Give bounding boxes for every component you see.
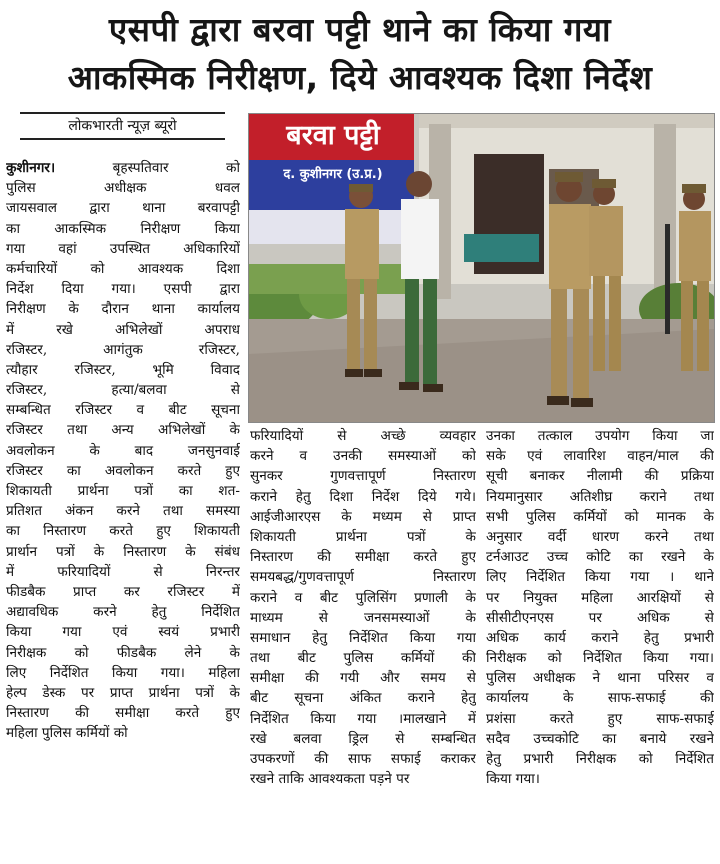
article-line: पुलिस अधीक्षक ने थाना परिसर व	[486, 670, 714, 687]
article-line: सभी पुलिस कर्मियों को मानक के	[486, 508, 714, 525]
photo-illustration	[249, 114, 714, 422]
article-line: किया गया।	[486, 771, 540, 788]
article-line: प्रार्थान पत्रों के निस्तारण के संबंध	[6, 543, 240, 560]
article-line: सम्बन्धित रजिस्टर व बीट सूचना	[6, 402, 240, 419]
article-line: कर्मचारियों को आवश्यक दिशा	[6, 260, 240, 277]
article-line: कराने हेतु दिशा निर्देश दिये गये।	[250, 488, 476, 505]
headline-line-1: एसपी द्वारा बरवा पट्टी थाने का किया गया	[108, 10, 612, 49]
article-line: सुनकर गुणवत्तापूर्ण निस्तारण	[250, 468, 476, 485]
article-line: रजिस्टर का अवलोकन करते हुए	[6, 462, 240, 479]
article-line: हेल्प डेस्क पर प्राप्त प्रार्थना पत्रों के	[6, 684, 240, 701]
headline-line-2: आकस्मिक निरीक्षण, दिये आवश्यक दिशा निर्देश	[67, 58, 653, 97]
article-line: फरियादियों से अच्छे व्यवहार	[250, 428, 476, 444]
article-line: आईजीआरएस के मध्यम से प्राप्त	[250, 508, 476, 525]
article-line: लिए निर्देशित किया गया। महिला	[6, 664, 240, 681]
article-column-3	[486, 426, 714, 789]
article-column-1	[6, 158, 240, 743]
article-line: पुलिस अधीक्षक धवल	[6, 180, 240, 197]
article-line: निरीक्षक को निर्देशित किया गया।	[486, 650, 714, 667]
article-line: प्रशंसा करते हुए साफ-सफाई	[486, 710, 714, 727]
article-line: उपकरणों की साफ सफाई कराकर	[250, 751, 476, 767]
article-line: निस्तारण की समीक्षा करते हुए	[250, 549, 476, 566]
article-line: समयबद्ध/गुणवत्तापूर्ण निस्तारण	[250, 569, 476, 586]
article-line: अनुसार वर्दी धारण करने तथा	[486, 528, 714, 545]
article-line: त्यौहार रजिस्टर, भूमि विवाद	[6, 361, 240, 378]
article-line: नियमानुसार अतिशीघ्र कराने तथा	[486, 488, 714, 505]
article-line: कुशीनगर। बृहस्पतिवार को	[6, 160, 240, 176]
article-line: सके एवं लावारिश वाहन/माल की	[486, 448, 714, 465]
article-line: कार्यालय के साफ-सफाई की	[486, 690, 714, 707]
article-line: शिकायती प्रार्थना पत्रों का शत-	[6, 483, 240, 499]
headline	[0, 6, 720, 102]
article-line: निरीक्षक को फीडबैक लेने के	[6, 644, 240, 661]
article-line: का निस्तारण करते हुए शिकायती	[6, 523, 240, 540]
article-line: का आकस्मिक निरीक्षण किया	[6, 220, 240, 237]
article-line: करने व उनकी समस्याओं को	[250, 448, 476, 465]
news-photo	[248, 113, 715, 423]
article-line: किया गया एवं स्वयं प्रभारी	[6, 624, 240, 641]
article-line: समाधान हेतु निर्देशित किया गया	[250, 629, 476, 646]
article-line: रखने ताकि आवश्यकता पड़ने पर	[250, 771, 410, 788]
article-line: में फरियादियों से निरन्तर	[6, 563, 240, 580]
article-line: हेतु प्रभारी निरीक्षक को निर्देशित	[486, 751, 714, 767]
article-line: माध्यम से जनसमस्याओं के	[250, 609, 476, 626]
article-line: निर्देशित किया गया ।मालखाने में	[250, 710, 476, 727]
photo-sign-line-1: बरवा पट्टी	[286, 120, 380, 151]
article-line: प्रतिशत अंकन करने तथा समस्या	[6, 503, 240, 520]
article-line: में रखे अभिलेखों अपराध	[6, 321, 240, 338]
article-line: कराने व बीट पुलिसिंग प्रणाली के	[250, 589, 476, 606]
article-line: गया वहां उपस्थित अधिकारियों	[6, 240, 240, 257]
article-line: पर नियुक्त महिला आरक्षियों से	[486, 589, 714, 606]
article-line: रखे बलवा ड्रिल से सम्बन्धित	[250, 730, 476, 747]
article-line: सीसीटीएनएस पर अधिक से	[486, 609, 714, 626]
article-line: अद्यावधिक करने हेतु निर्देशित	[6, 604, 240, 621]
article-line: अधिक कार्य कराने हेतु प्रभारी	[486, 629, 714, 646]
article-line: उनका तत्काल उपयोग किया जा	[486, 428, 714, 444]
article-line: रजिस्टर, आगंतुक रजिस्टर,	[6, 341, 240, 358]
article-line: निर्देश दिया गया। एसपी द्वारा	[6, 281, 240, 298]
article-line: फीडबैक प्राप्त कर रजिस्टर में	[6, 583, 240, 600]
dateline: कुशीनगर।	[6, 160, 56, 176]
article-line: महिला पुलिस कर्मियों को	[6, 725, 128, 742]
article-line: जायसवाल द्वारा थाना बरवापट्टी	[6, 200, 240, 217]
article-column-2	[250, 426, 476, 789]
byline: लोकभारती न्यूज़ ब्यूरो	[20, 112, 225, 140]
article-line: रजिस्टर, हत्या/बलवा से	[6, 382, 240, 399]
article-line: निरीक्षण के दौरान थाना कार्यालय	[6, 301, 240, 318]
article-line: बीट सूचना अंकित कराने हेतु	[250, 690, 476, 707]
article-line: सूची बनाकर नीलामी की प्रक्रिया	[486, 468, 714, 485]
article-line: अवलोकन के बाद जनसुनवाई	[6, 442, 240, 459]
photo-sign-line-2: द. कुशीनगर (उ.प्र.)	[283, 167, 383, 182]
article-line: टर्नआउट उच्च कोटि का रखने के	[486, 549, 714, 566]
article-line: तथा बीट पुलिस कर्मियों की	[250, 650, 476, 667]
article-line: लिए निर्देशित किया गया । थाने	[486, 569, 714, 586]
article-line: निस्तारण की समीक्षा करते हुए	[6, 705, 240, 722]
article-line: सदैव उच्चकोटि का बनाये रखने	[486, 730, 714, 747]
article-line: समीक्षा की गयी और समय से	[250, 670, 476, 687]
article-line: शिकायती प्रार्थना पत्रों के	[250, 528, 476, 545]
article-line: रजिस्टर तथा अन्य अभिलेखों के	[6, 422, 240, 439]
